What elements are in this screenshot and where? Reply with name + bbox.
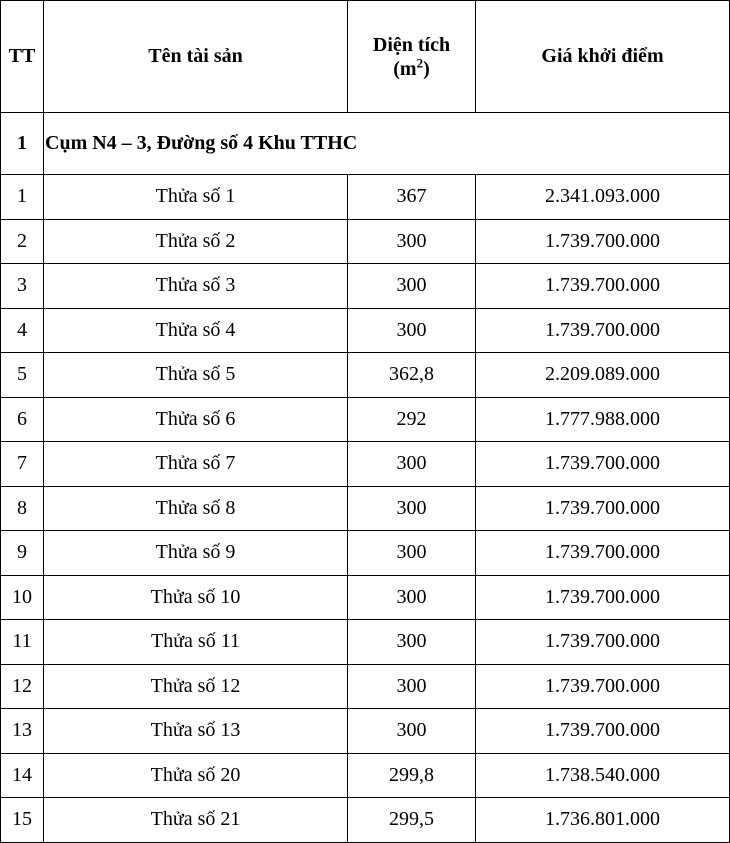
table-row (1, 175, 730, 220)
table-row (1, 442, 730, 487)
group-name: Cụm N4 – 3, Đường số 4 Khu TTHC (44, 113, 730, 175)
row-tt: 11 (1, 620, 44, 665)
row-starting-price: 1.739.700.000 (476, 575, 730, 620)
row-area: 367 (348, 175, 476, 220)
row-asset-name: Thửa số 7 (44, 442, 348, 487)
row-tt: 13 (1, 709, 44, 754)
header-tt: TT (1, 1, 44, 113)
row-tt: 6 (1, 397, 44, 442)
row-area: 299,5 (348, 798, 476, 843)
row-tt: 15 (1, 798, 44, 843)
row-tt: 12 (1, 664, 44, 709)
table-row (1, 753, 730, 798)
table-row (1, 397, 730, 442)
table-row (1, 798, 730, 843)
row-tt: 1 (1, 175, 44, 220)
group-number: 1 (1, 113, 44, 175)
header-area-unit-suffix: ) (423, 57, 430, 80)
row-starting-price: 1.739.700.000 (476, 219, 730, 264)
table-row (1, 620, 730, 665)
row-area: 300 (348, 219, 476, 264)
row-starting-price: 1.739.700.000 (476, 709, 730, 754)
row-area: 292 (348, 397, 476, 442)
table-row (1, 709, 730, 754)
table-row (1, 308, 730, 353)
row-area: 300 (348, 531, 476, 576)
row-tt: 9 (1, 531, 44, 576)
row-area: 300 (348, 709, 476, 754)
row-tt: 4 (1, 308, 44, 353)
header-area-label: Diện tích (372, 33, 451, 56)
row-area: 300 (348, 442, 476, 487)
header-asset-name: Tên tài sản (44, 1, 348, 113)
row-asset-name: Thửa số 6 (44, 397, 348, 442)
header-area-unit (348, 54, 475, 81)
row-tt: 3 (1, 264, 44, 309)
row-area: 300 (348, 620, 476, 665)
row-starting-price: 2.209.089.000 (476, 353, 730, 398)
row-asset-name: Thửa số 1 (44, 175, 348, 220)
row-asset-name: Thửa số 12 (44, 664, 348, 709)
row-starting-price: 1.777.988.000 (476, 397, 730, 442)
table-row (1, 664, 730, 709)
row-area: 362,8 (348, 353, 476, 398)
row-asset-name: Thửa số 3 (44, 264, 348, 309)
table-row (1, 575, 730, 620)
row-starting-price: 1.739.700.000 (476, 264, 730, 309)
row-area: 300 (348, 486, 476, 531)
header-area-unit-prefix: (m (393, 57, 417, 80)
table-row (1, 353, 730, 398)
table-row (1, 531, 730, 576)
table-row (1, 264, 730, 309)
group-row (1, 113, 730, 175)
row-area: 300 (348, 664, 476, 709)
header-area (348, 1, 476, 113)
row-starting-price: 2.341.093.000 (476, 175, 730, 220)
row-starting-price: 1.739.700.000 (476, 442, 730, 487)
row-asset-name: Thửa số 8 (44, 486, 348, 531)
row-starting-price: 1.736.801.000 (476, 798, 730, 843)
table-row (1, 486, 730, 531)
row-asset-name: Thửa số 10 (44, 575, 348, 620)
row-tt: 7 (1, 442, 44, 487)
row-area: 300 (348, 575, 476, 620)
header-starting-price: Giá khởi điểm (476, 1, 730, 113)
row-starting-price: 1.739.700.000 (476, 486, 730, 531)
row-asset-name: Thửa số 5 (44, 353, 348, 398)
row-asset-name: Thửa số 13 (44, 709, 348, 754)
header-area-unit-sup: 2 (416, 54, 424, 70)
table-row (1, 219, 730, 264)
row-asset-name: Thửa số 11 (44, 620, 348, 665)
row-asset-name: Thửa số 4 (44, 308, 348, 353)
row-asset-name: Thửa số 9 (44, 531, 348, 576)
row-asset-name: Thửa số 21 (44, 798, 348, 843)
row-tt: 8 (1, 486, 44, 531)
row-starting-price: 1.739.700.000 (476, 531, 730, 576)
row-tt: 14 (1, 753, 44, 798)
row-area: 300 (348, 308, 476, 353)
row-area: 299,8 (348, 753, 476, 798)
row-asset-name: Thửa số 2 (44, 219, 348, 264)
row-starting-price: 1.739.700.000 (476, 620, 730, 665)
row-tt: 10 (1, 575, 44, 620)
row-tt: 5 (1, 353, 44, 398)
row-tt: 2 (1, 219, 44, 264)
row-starting-price: 1.739.700.000 (476, 664, 730, 709)
row-asset-name: Thửa số 20 (44, 753, 348, 798)
row-starting-price: 1.738.540.000 (476, 753, 730, 798)
table-header-row (1, 1, 730, 113)
row-starting-price: 1.739.700.000 (476, 308, 730, 353)
row-area: 300 (348, 264, 476, 309)
